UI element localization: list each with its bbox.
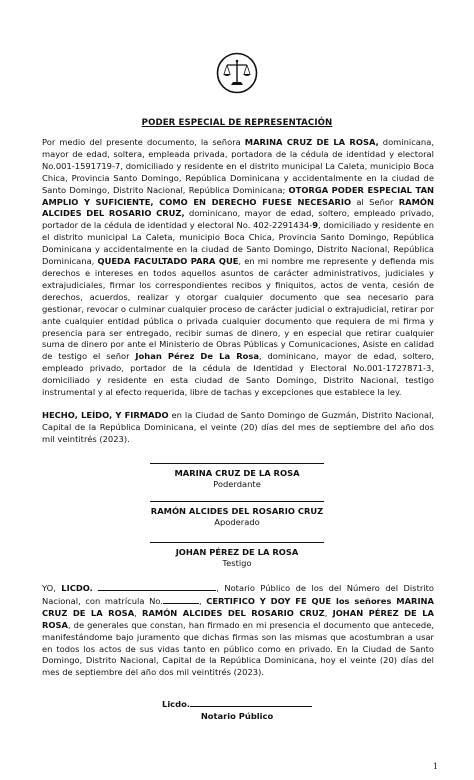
certification-clause: CERTIFICO Y DOY FE QUE los señores MARINA CRUZ DE LA ROSA	[42, 595, 435, 618]
signature-line	[150, 463, 324, 464]
signature-role: Testigo	[222, 558, 252, 568]
text-span: , domiciliado y residente en el distrito municipal La Caleta, municipio Boca Chica, Provincia Santo Domingo, República Dominicana y accidentalmente en la ciudad de Santo Domingo, Distrito Nacional, República Dominicana,	[42, 220, 434, 267]
text-span: ,	[134, 607, 143, 618]
witness-name: JOHAN PÉREZ DE LA ROSA	[42, 607, 434, 630]
text-span: , en mi nombre me represente y defienda mis derechos e intereses en todos aquellos asuntos de carácter administrativos, judiciales y extrajudiciales, firmar los correspondientes recibos y finiquitos, actos de venta, cesión de derechos, acuerdos, realizar y otorgar cualquier documento que sea necesario para gestionar, revocar o culminar cualquier proceso de carácter judicial o extrajudicial, retirar por ante cualquier entidad pública o privada cualquier documento que requiera de mi firma y presencia para ser entregado, recibir sumas de dinero, y en especial que retirar cualquier suma de dinero por ante el Ministerio de Obras Públicas y Comunicaciones, Asiste en calidad de testigo el señor	[42, 256, 434, 362]
notary-name-blank	[98, 582, 216, 591]
signature-role: Poderdante	[213, 479, 261, 489]
notary-title: LICDO.	[61, 583, 93, 593]
signature-line	[150, 501, 324, 502]
text-span: ,	[324, 607, 333, 618]
text-span: dominicano, mayor de edad, soltero, empleado privado, portador de la cédula de identidad y electoral No. 402-2291434-	[42, 208, 434, 231]
text-span: YO,	[42, 583, 62, 593]
signing-clause: HECHO, LEÍDO, Y FIRMADO	[42, 409, 169, 420]
text-span: Por medio del presente documento, la señora	[42, 137, 245, 147]
text-span: en la Ciudad de Santo Domingo de Guzmán, Distrito Nacional, Capital de la República Dominicana, el veinte (20) días del mes de septiembre del año dos mil veintitrés (2023).	[42, 409, 434, 444]
text-span: dominicana, mayor de edad, soltera, empleada privada, portadora de la cédula de identidad y electoral No.001-1591719-7, domiciliado y residente en el distrito municipal La Caleta, municipio Boca Chica, Provincia Santo Domingo, República Dominicana y accidentalmente en la ciudad de Santo Domingo, Distrito Nacional, República Dominicana;	[42, 137, 434, 195]
signing-paragraph	[42, 410, 434, 446]
signature-name: RAMÓN ALCIDES DEL ROSARIO CRUZ	[150, 505, 324, 516]
signature-block-grantor	[0, 456, 474, 491]
document-body	[42, 137, 434, 446]
witness-name: Johan Pérez De La Rosa	[135, 351, 259, 362]
grantor-name: MARINA CRUZ DE LA ROSA,	[244, 137, 379, 147]
registration-blank	[163, 595, 199, 604]
authority-clause: QUEDA FACULTADO PARA QUE	[97, 256, 239, 267]
signature-block-witness	[0, 535, 474, 570]
notary-paragraph	[42, 582, 434, 679]
notary-signature-line	[190, 698, 312, 707]
page-number: 1	[432, 762, 438, 771]
text-span: ,	[198, 595, 207, 606]
signature-line	[150, 542, 324, 543]
grant-paragraph	[42, 137, 434, 399]
signature-name: MARINA CRUZ DE LA ROSA	[174, 467, 300, 478]
signature-name: JOHAN PÉREZ DE LA ROSA	[175, 546, 299, 557]
attorney-name: RAMÓN ALCIDES DEL ROSARIO CRUZ,	[42, 196, 434, 219]
scales-of-justice-icon	[216, 52, 258, 94]
signature-role: Apoderado	[214, 517, 260, 527]
document-title: PODER ESPECIAL DE REPRESENTACIÓN	[141, 118, 333, 128]
signature-block-attorney	[0, 494, 474, 529]
text-span: , Notario Público de los del Número del Distrito Nacional, con matrícula No.	[42, 583, 434, 606]
text-span: al Señor	[351, 196, 399, 207]
grant-clause: OTORGA PODER ESPECIAL TAN AMPLIO Y SUFICIENTE, COMO EN DERECHO FUESE NECESARIO	[42, 184, 435, 207]
notary-signature-block	[0, 698, 474, 722]
notary-signature-label: Licdo.	[162, 699, 190, 709]
id-digit: 9	[312, 220, 319, 231]
text-span: , dominicano, mayor de edad, soltero, empleado privado, portador de la cédula de Identidad y Electoral No.001-1727871-3, domiciliado y residente en esta ciudad de Santo Domingo, Distrito Nacional, testigo instrumental y al efecto requerida, libre de tachas y excepciones que establece la ley.	[42, 351, 434, 398]
text-span: , de generales que constan, han firmado en mi presencia el documento que antecede, manifestándome bajo juramento que dichas firmas son las mismas que acostumbran a usar en todos los actos de sus vidas tanto en público como en privado. En la Ciudad de Santo Domingo, Distrito Nacional, Capital de la República Dominicana, hoy el veinte (20) días del mes de septiembre del año dos mil veintitrés (2023).	[42, 619, 434, 678]
attorney-name: RAMÓN ALCIDES DEL ROSARIO CRUZ	[142, 607, 325, 618]
notary-role: Notario Público	[200, 711, 274, 721]
